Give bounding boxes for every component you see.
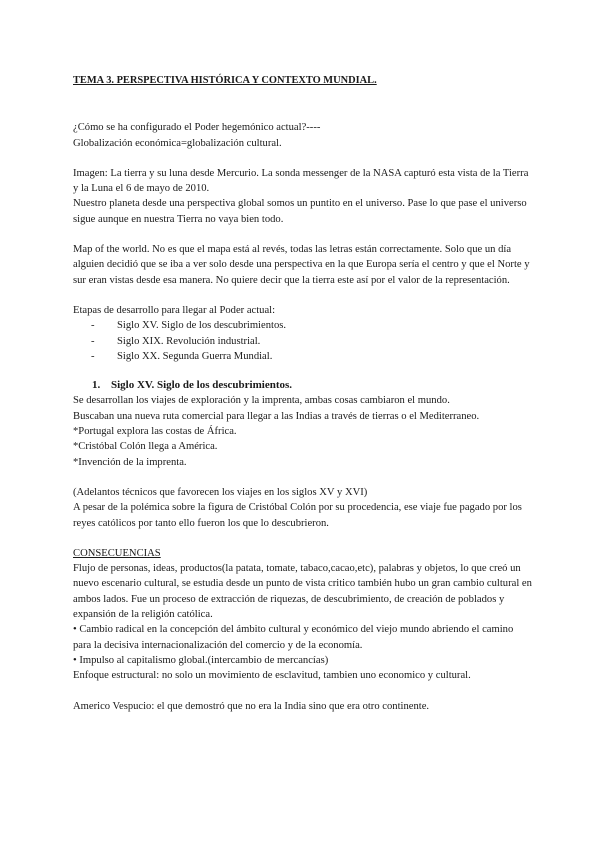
- list-item: [73, 349, 533, 364]
- consequences-heading: CONSECUENCIAS: [73, 547, 161, 559]
- spacer: [73, 227, 533, 242]
- stage-label: Siglo XIX. Revolución industrial.: [117, 335, 261, 347]
- structural-approach: Enfoque estructural: no solo un movimiento de esclavitud, tambien uno economico y cultural.: [73, 670, 471, 682]
- dash-bullet: -: [91, 320, 95, 332]
- dash-bullet: -: [91, 350, 95, 362]
- vespucci-paragraph: Americo Vespucio: el que demostró que no era la India sino que era otro continente.: [73, 700, 430, 712]
- map-paragraph: Map of the world. No es que el mapa está al revés, todas las letras están correctamente. Solo que un día alguien decidió que se iba a ver solo desde una perspectiva en la que Europa sería el centro y que el Norte y sur eran vistas desde esa manera. No quiere decir que la tierra este así por el valor de la representación.: [73, 244, 530, 286]
- advances-text: A pesar de la polémica sobre la figura de Cristóbal Colón por su procedencia, ese viaje fue pagado por los reyes católicos por tanto ello fueron los que lo descubrieron.: [73, 502, 522, 529]
- intro-question: ¿Cómo se ha configurado el Poder hegemónico actual?----: [73, 122, 321, 134]
- list-item: [73, 318, 533, 333]
- section-title: Siglo XV. Siglo de los descubrimientos.: [111, 379, 293, 392]
- spacer: [73, 88, 533, 120]
- stages-intro: Etapas de desarrollo para llegar al Poder actual:: [73, 304, 276, 316]
- spacer: [73, 364, 533, 372]
- stages-list: [73, 318, 533, 364]
- section1-bullet: *Invención de la imprenta.: [73, 456, 187, 468]
- spacer: [73, 470, 533, 485]
- dash-bullet: -: [91, 335, 95, 347]
- section1-bullet: *Cristóbal Colón llega a América.: [73, 441, 218, 453]
- list-item: [73, 334, 533, 349]
- stage-label: Siglo XX. Segunda Guerra Mundial.: [117, 350, 273, 362]
- spacer: [73, 684, 533, 699]
- spacer: [73, 151, 533, 166]
- consequences-bullet: • Cambio radical en la concepción del ámbito cultural y económico del viejo mundo abriendo el camino para la decisiva internacionalización del comercio y de la economía.: [73, 624, 514, 651]
- document-page: [73, 73, 533, 714]
- consequences-bullet: • Impulso al capitalismo global.(intercambio de mercancías): [73, 654, 329, 666]
- image-description: Nuestro planeta desde una perspectiva global somos un puntito en el universo. Pase lo que pase el universo sigue aunque en nuestra Tierra no vaya bien todo.: [73, 198, 527, 225]
- stage-label: Siglo XV. Siglo de los descubrimientos.: [117, 320, 287, 332]
- spacer: [73, 288, 533, 303]
- advances-heading: (Adelantos técnicos que favorecen los viajes en los siglos XV y XVI): [73, 486, 368, 498]
- section1-heading: [73, 378, 533, 393]
- image-caption: Imagen: La tierra y su luna desde Mercurio. La sonda messenger de la NASA capturó esta vista de la Tierra y la Luna el 6 de mayo de 2010.: [73, 167, 529, 195]
- page-title: TEMA 3. PERSPECTIVA HISTÓRICA Y CONTEXTO MUNDIAL.: [73, 75, 377, 86]
- section-number: 1.: [92, 379, 101, 392]
- spacer: [73, 531, 533, 546]
- section1-line2: Buscaban una nueva ruta comercial para llegar a las Indias a través de tierras o el Mediterraneo.: [73, 410, 480, 422]
- intro-globalization: Globalización económica=globalización cultural.: [73, 137, 282, 149]
- section1-bullet: *Portugal explora las costas de África.: [73, 426, 237, 438]
- section1-line1: Se desarrollan los viajes de exploración y la imprenta, ambas cosas cambiaron el mundo.: [73, 395, 450, 407]
- consequences-text: Flujo de personas, ideas, productos(la patata, tomate, tabaco,cacao,etc), palabras y objetos, lo que creó un nuevo escenario cultural, se estudia desde un punto de vista critico también hubo un gran cambio cultural en ambos lados. Fue un proceso de extracción de riquezas, de descubrimiento, de creación de poblados y expansión de la religión católica.: [73, 563, 532, 621]
